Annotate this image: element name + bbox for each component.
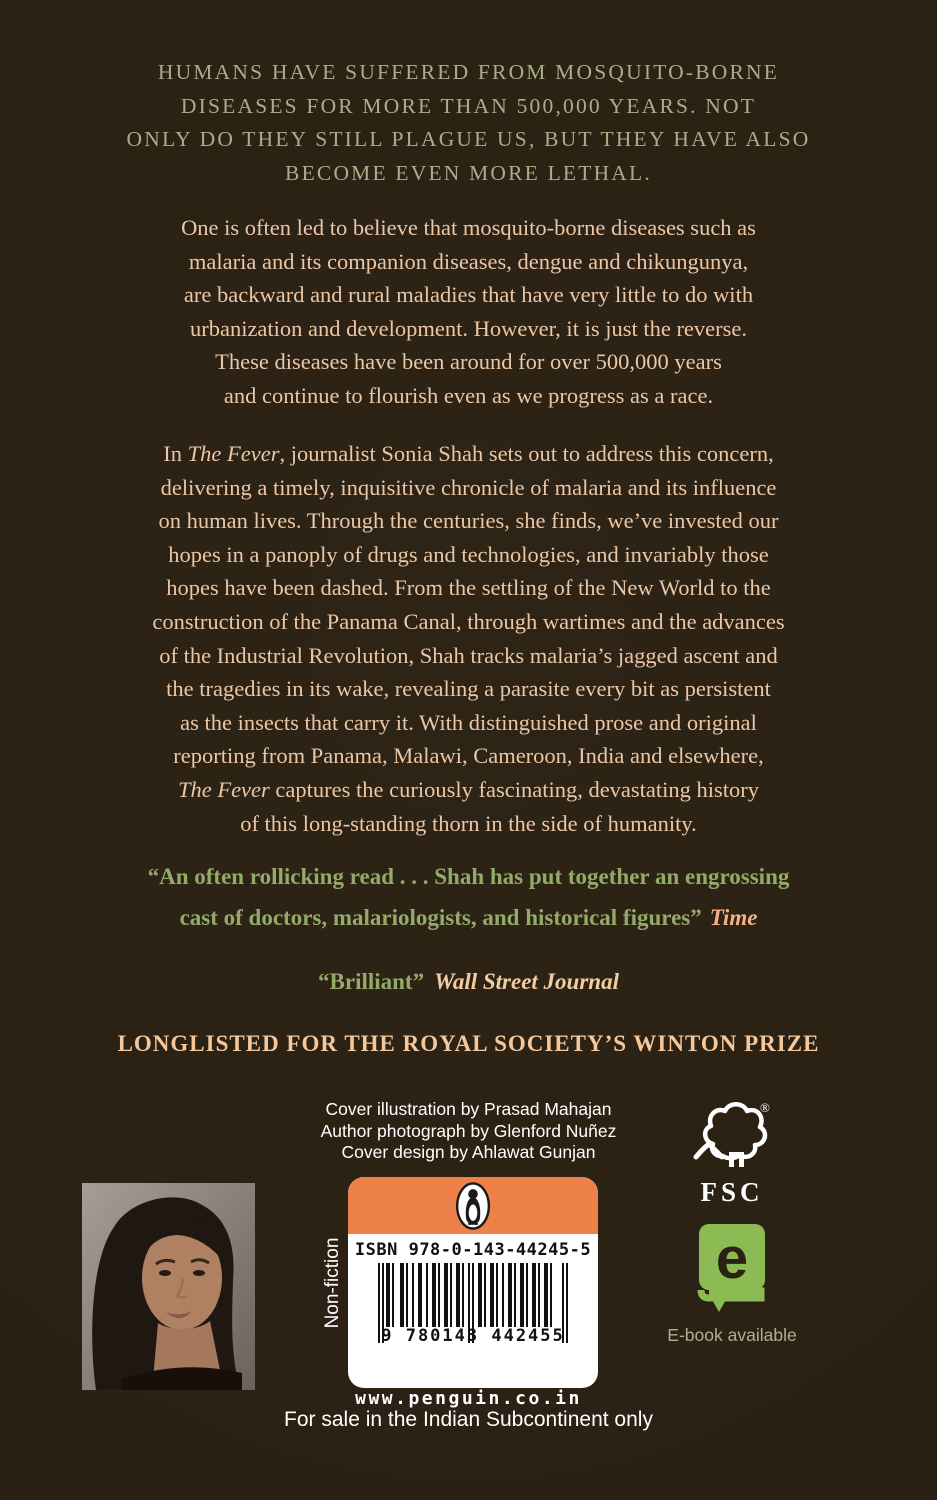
quote-line <box>0 897 937 938</box>
fsc-certification <box>684 1100 780 1208</box>
sale-note: For sale in the Indian Subcontinent only <box>284 1408 653 1431</box>
body-line <box>0 437 937 471</box>
fsc-label: FSC <box>700 1177 764 1207</box>
body-paragraph <box>0 437 937 840</box>
credit-line: Author photograph by Glenford Nuñez <box>320 1120 617 1141</box>
penguin-header <box>348 1177 598 1234</box>
isbn-text: ISBN 978-0-143-44245-5 <box>354 1240 592 1260</box>
headline-line: BECOME EVEN MORE LETHAL. <box>285 160 652 185</box>
quote-source-time: Time <box>709 905 758 930</box>
category-label: Non-fiction <box>322 1237 343 1329</box>
intro-paragraph <box>0 211 937 412</box>
intro-line: urbanization and development. However, it is just the reverse. <box>189 315 748 341</box>
penguin-logo-icon <box>453 1181 493 1231</box>
credits <box>0 1099 937 1164</box>
ebook-label: E-book available <box>667 1325 797 1345</box>
body-line: construction of the Panama Canal, through wartimes and the advances <box>152 608 785 634</box>
book-title-italic: The Fever <box>177 776 270 802</box>
review-quote-wsj <box>0 961 937 1002</box>
review-quote-time <box>0 856 937 938</box>
registered-mark: ® <box>760 1100 770 1115</box>
body-text: captures the curiously fascinating, devastating history <box>269 776 760 802</box>
body-text: In <box>163 441 188 466</box>
intro-line: These diseases have been around for over 500,000 years <box>215 349 722 374</box>
publisher-url: www.penguin.co.in <box>355 1388 582 1409</box>
award-line: LONGLISTED FOR THE ROYAL SOCIETY’S WINTON PRIZE <box>117 1031 820 1056</box>
headline-line: HUMANS HAVE SUFFERED FROM MOSQUITO-BORNE <box>157 60 780 84</box>
barcode-label <box>348 1177 598 1388</box>
ebook-badge <box>659 1222 805 1346</box>
ebook-icon <box>695 1222 769 1316</box>
quote-line: “An often rollicking read . . . Shah has put together an engrossing <box>147 864 790 889</box>
credit-line: Cover illustration by Prasad Mahajan <box>325 1099 612 1119</box>
quote-text: “Brilliant” <box>318 969 425 994</box>
body-line: the tragedies in its wake, revealing a parasite every bit as persistent <box>166 676 771 702</box>
body-line: of the Industrial Revolution, Shah tracks malaria’s jagged ascent and <box>159 642 778 668</box>
author-photo <box>82 1183 255 1390</box>
headline-line: DISEASES FOR MORE THAN 500,000 YEARS. NOT <box>180 93 757 118</box>
quote-source-wsj: Wall Street Journal <box>434 969 619 994</box>
book-title-italic: The Fever <box>187 441 280 466</box>
body-line: delivering a timely, inquisitive chronicle of malaria and its influence <box>160 474 777 500</box>
quote-text: cast of doctors, malariologists, and historical figures” <box>179 905 702 930</box>
body-line: reporting from Panama, Malawi, Cameroon, India and elsewhere, <box>173 743 764 769</box>
credit-line: Cover design by Ahlawat Gunjan <box>341 1142 596 1162</box>
body-line <box>0 773 937 807</box>
intro-line: and continue to flourish even as we progress as a race. <box>223 382 714 408</box>
body-text: , journalist Sonia Shah sets out to address this concern, <box>279 441 774 466</box>
body-line: hopes have been dashed. From the settling of the New World to the <box>166 575 771 601</box>
barcode-digits: 9 780143 442455 <box>381 1326 565 1346</box>
body-line: as the insects that carry it. With distinguished prose and original <box>180 709 757 735</box>
body-line: of this long-standing thorn in the side of humanity. <box>240 810 697 836</box>
intro-line: One is often led to believe that mosquito-borne diseases such as <box>181 215 756 240</box>
ebook-letter: e <box>715 1226 749 1291</box>
intro-line: are backward and rural maladies that have very little to do with <box>183 282 754 307</box>
body-line: on human lives. Through the centuries, she finds, we’ve invested our <box>158 508 779 534</box>
body-line: hopes in a panoply of drugs and technologies, and invariably those <box>168 541 769 567</box>
headline-line: ONLY DO THEY STILL PLAGUE US, BUT THEY HAVE ALSO <box>126 127 811 151</box>
headline <box>0 56 937 190</box>
intro-line: malaria and its companion diseases, dengue and chikungunya, <box>188 248 749 274</box>
